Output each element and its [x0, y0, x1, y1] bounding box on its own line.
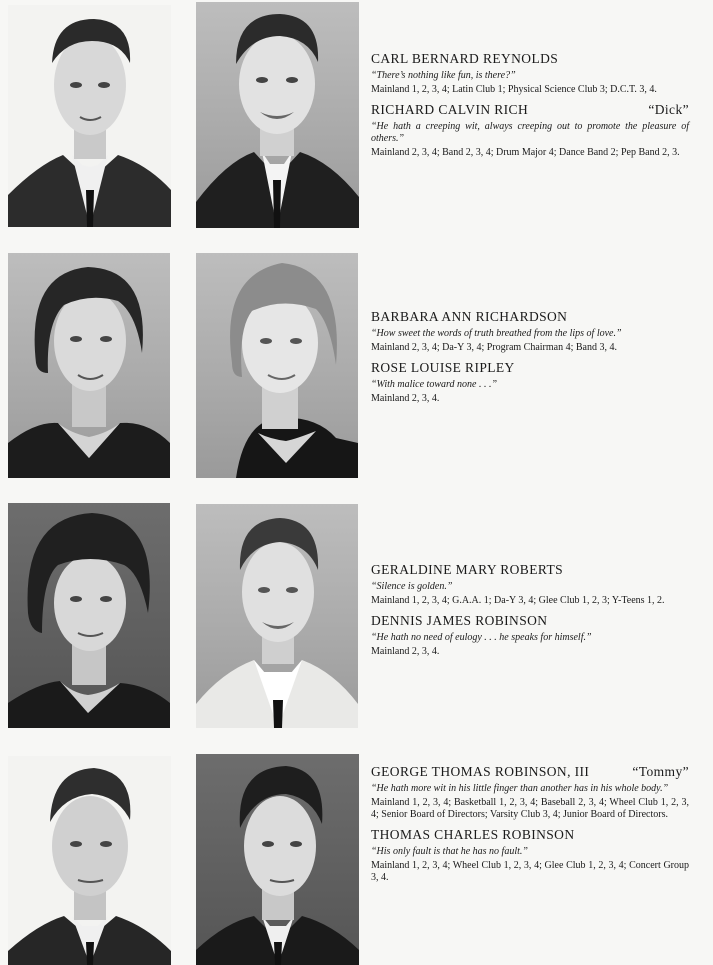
student-quote: “His only fault is that he has no fault.” [371, 846, 528, 857]
student-quote: “Silence is golden.” [371, 581, 453, 592]
student-name: RICHARD CALVIN RICH “Dick” [371, 102, 689, 117]
student-name: CARL BERNARD REYNOLDS [371, 51, 559, 66]
student-nickname: “Tommy” [632, 764, 689, 779]
student-activities: Mainland 2, 3, 4. [371, 646, 440, 657]
entry-block-row2 [371, 309, 689, 405]
student-entry [371, 309, 689, 354]
student-entry [371, 613, 689, 658]
student-quote: “He hath no need of eulogy . . . he speaks for himself.” [371, 632, 592, 643]
portrait-carl-reynolds [8, 5, 171, 227]
student-nickname: “Dick” [648, 102, 689, 117]
portrait-dennis-robinson [196, 504, 358, 728]
student-quote: “There’s nothing like fun, is there?” [371, 70, 516, 81]
student-quote: “He hath a creeping wit, always creeping out to promote the pleasure of others.” [371, 121, 689, 144]
student-entry [371, 764, 689, 821]
student-activities: Mainland 2, 3, 4; Da-Y 3, 4; Program Chairman 4; Band 3, 4. [371, 342, 617, 353]
student-quote: “With malice toward none . . .” [371, 379, 498, 390]
student-activities: Mainland 2, 3, 4; Band 2, 3, 4; Drum Major 4; Dance Band 2; Pep Band 2, 3. [371, 147, 680, 158]
portrait-geraldine-roberts [8, 503, 170, 728]
portrait-richard-rich [196, 2, 359, 228]
student-activities: Mainland 1, 2, 3, 4; Latin Club 1; Physical Science Club 3; D.C.T. 3, 4. [371, 84, 657, 95]
student-entry [371, 360, 689, 405]
student-name: GEORGE THOMAS ROBINSON, III “Tommy” [371, 764, 689, 779]
student-name: ROSE LOUISE RIPLEY [371, 360, 515, 375]
student-entry [371, 827, 689, 884]
student-activities: Mainland 1, 2, 3, 4; Wheel Club 1, 2, 3, 4; Glee Club 1, 2, 3, 4; Concert Group 3, 4. [371, 860, 689, 883]
student-quote: “How sweet the words of truth breathed from the lips of love.” [371, 328, 622, 339]
student-entry [371, 51, 689, 96]
portrait-george-robinson [8, 756, 171, 965]
student-activities: Mainland 1, 2, 3, 4; Basketball 1, 2, 3, 4; Baseball 2, 3, 4; Wheel Club 1, 2, 3, 4; Senior Board of Directors; Varsity Club 3, 4; Junior Board of Directors. [371, 797, 689, 820]
entry-block-row3 [371, 562, 689, 658]
portrait-rose-ripley [196, 253, 358, 478]
portrait-barbara-richardson [8, 253, 170, 478]
student-name: THOMAS CHARLES ROBINSON [371, 827, 575, 842]
student-activities: Mainland 1, 2, 3, 4; G.A.A. 1; Da-Y 3, 4; Glee Club 1, 2, 3; Y-Teens 1, 2. [371, 595, 665, 606]
student-name: DENNIS JAMES ROBINSON [371, 613, 548, 628]
student-name: BARBARA ANN RICHARDSON [371, 309, 568, 324]
student-activities: Mainland 2, 3, 4. [371, 393, 440, 404]
student-name: GERALDINE MARY ROBERTS [371, 562, 563, 577]
student-entry [371, 102, 689, 159]
entry-block-row1 [371, 51, 689, 159]
student-quote: “He hath more wit in his little finger than another has in his whole body.” [371, 783, 669, 794]
portrait-thomas-robinson [196, 754, 359, 965]
student-entry [371, 562, 689, 607]
entry-block-row4 [371, 764, 689, 884]
